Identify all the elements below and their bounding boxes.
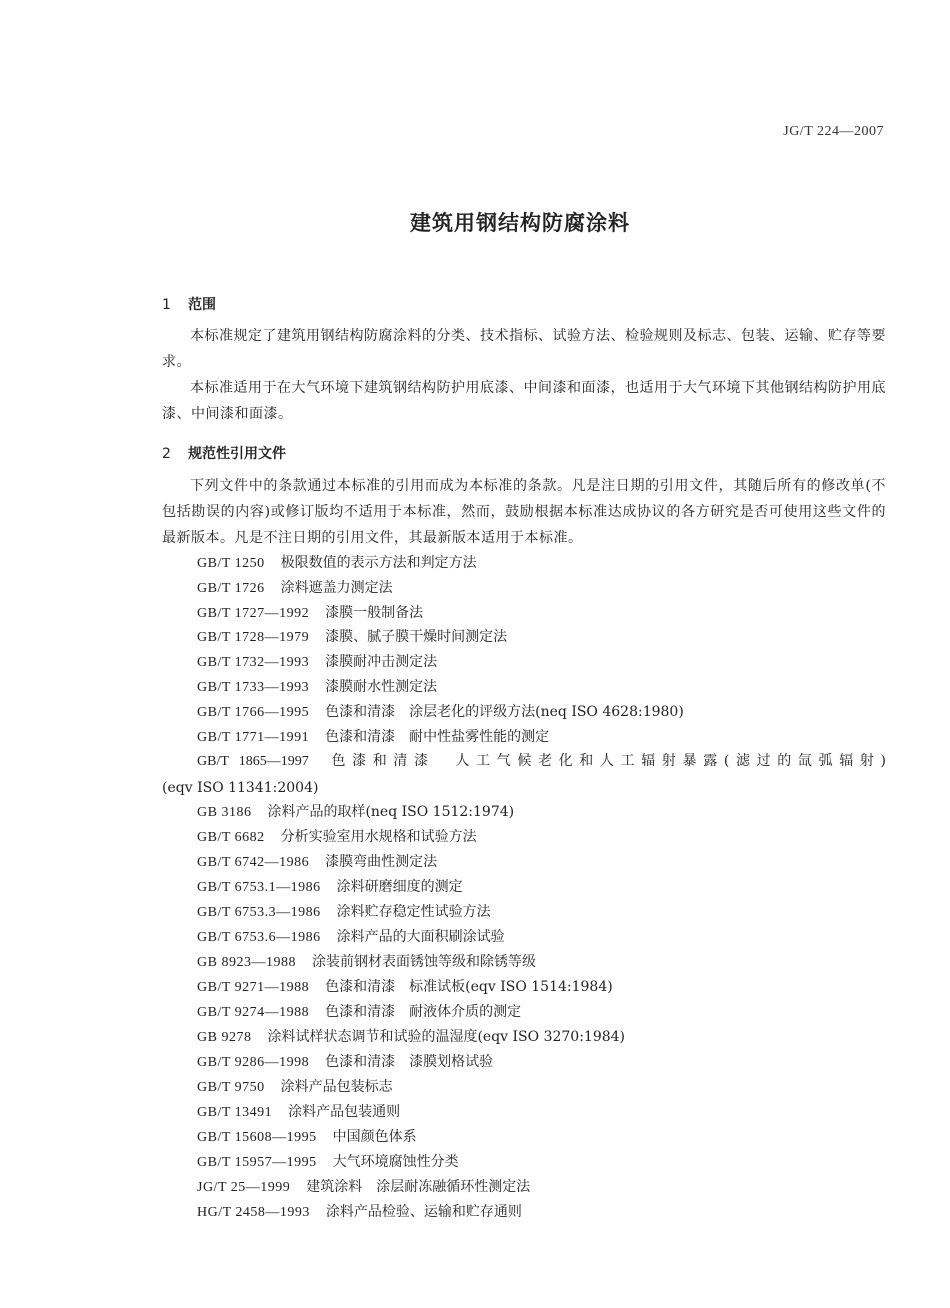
reference-code: GB/T 6753.3—1986 <box>197 905 321 920</box>
reference-title: 大气环境腐蚀性分类 <box>332 1154 459 1170</box>
reference-title: 涂料贮存稳定性试验方法 <box>336 904 491 920</box>
reference-title: 色漆和清漆 人工气候老化和人工辐射暴露(滤过的氙弧辐射) <box>324 753 886 769</box>
section-number: 1 <box>162 297 171 313</box>
reference-item <box>197 725 549 749</box>
standard-code: JG/T 224—2007 <box>783 124 884 139</box>
section-1-heading <box>162 294 216 314</box>
reference-item <box>197 950 536 974</box>
reference-continuation: (eqv ISO 11341:2004) <box>162 780 319 796</box>
reference-title: 涂料遮盖力测定法 <box>280 580 393 596</box>
reference-code: GB/T 1732—1993 <box>197 655 310 670</box>
reference-item <box>197 1025 625 1049</box>
reference-item <box>197 625 507 649</box>
reference-code: GB/T 1865—1997 <box>197 754 309 769</box>
reference-item <box>197 700 684 724</box>
document-title: 建筑用钢结构防腐涂料 <box>410 211 630 235</box>
reference-code: HG/T 2458—1993 <box>197 1205 310 1220</box>
reference-code: GB 3186 <box>197 805 252 820</box>
reference-code: GB/T 9750 <box>197 1080 265 1095</box>
reference-title: 涂料产品检验、运输和贮存通则 <box>325 1204 522 1220</box>
reference-title: 中国颜色体系 <box>332 1129 417 1145</box>
reference-item <box>197 1100 400 1124</box>
reference-code: GB/T 6753.1—1986 <box>197 880 321 895</box>
reference-title: 涂装前钢材表面锈蚀等级和除锈等级 <box>311 954 536 970</box>
reference-item <box>197 1175 530 1199</box>
reference-item <box>197 1000 521 1024</box>
reference-code: GB/T 1726 <box>197 581 265 596</box>
reference-item <box>197 1125 417 1149</box>
reference-item <box>197 1075 393 1099</box>
reference-item <box>197 825 477 849</box>
reference-item <box>197 576 393 600</box>
reference-line <box>162 748 886 775</box>
section-2-intro: 下列文件中的条款通过本标准的引用而成为本标准的条款。凡是注日期的引用文件，其随后所有的修改单(不包括勘误的内容)或修订版均不适用于本标准，然而，鼓励根据本标准达成协议的各方研究是否可使用这些文件的最新版本。凡是不注日期的引用文件，其最新版本适用于本标准。 <box>162 478 886 546</box>
reference-code: GB 9278 <box>197 1030 252 1045</box>
reference-code: GB/T 9271—1988 <box>197 980 310 995</box>
reference-code: JG/T 25—1999 <box>197 1180 291 1195</box>
reference-title: 色漆和清漆 涂层老化的评级方法(neq ISO 4628:1980) <box>325 704 684 720</box>
reference-code: GB/T 1728—1979 <box>197 630 310 645</box>
reference-title: 涂料产品的取样(neq ISO 1512:1974) <box>267 804 515 820</box>
section-title: 规范性引用文件 <box>188 446 286 462</box>
reference-code: GB/T 15957—1995 <box>197 1155 317 1170</box>
section-number: 2 <box>162 446 171 462</box>
reference-code: GB/T 1771—1991 <box>197 730 310 745</box>
reference-code: GB/T 1250 <box>197 556 265 571</box>
reference-item <box>197 601 423 625</box>
reference-title: 漆膜一般制备法 <box>325 605 424 621</box>
reference-title: 涂料产品的大面积刷涂试验 <box>336 929 505 945</box>
reference-title: 色漆和清漆 耐中性盐雾性能的测定 <box>325 729 550 745</box>
reference-item <box>197 675 437 699</box>
reference-item-wrapped <box>162 748 886 801</box>
reference-code: GB/T 13491 <box>197 1105 273 1120</box>
reference-item <box>197 925 505 949</box>
reference-title: 建筑涂料 涂层耐冻融循环性测定法 <box>306 1179 531 1195</box>
reference-code: GB 8923—1988 <box>197 955 296 970</box>
reference-item <box>197 850 437 874</box>
section-1-paragraph-2: 本标准适用于在大气环境下建筑钢结构防护用底漆、中间漆和面漆，也适用于大气环境下其他钢结构防护用底漆、中间漆和面漆。 <box>162 380 886 422</box>
reference-code: GB/T 6742—1986 <box>197 855 310 870</box>
section-1-paragraph-1: 本标准规定了建筑用钢结构防腐涂料的分类、技术指标、试验方法、检验规则及标志、包装、运输、贮存等要求。 <box>162 328 886 370</box>
reference-item <box>197 975 613 999</box>
reference-title: 色漆和清漆 漆膜划格试验 <box>325 1054 494 1070</box>
reference-item <box>197 900 491 924</box>
reference-code: GB/T 9286—1998 <box>197 1055 310 1070</box>
reference-code: GB/T 1766—1995 <box>197 705 310 720</box>
reference-item <box>197 1200 522 1224</box>
reference-title: 极限数值的表示方法和判定方法 <box>280 555 477 571</box>
section-2-heading <box>162 443 286 463</box>
reference-code: GB/T 9274—1988 <box>197 1005 310 1020</box>
reference-title: 分析实验室用水规格和试验方法 <box>280 829 477 845</box>
reference-code: GB/T 1727—1992 <box>197 606 310 621</box>
reference-code: GB/T 6682 <box>197 830 265 845</box>
reference-item <box>197 1150 459 1174</box>
reference-title: 涂料研磨细度的测定 <box>336 879 463 895</box>
reference-title: 色漆和清漆 标准试板(eqv ISO 1514:1984) <box>325 979 613 995</box>
reference-title: 色漆和清漆 耐液体介质的测定 <box>325 1004 522 1020</box>
reference-title: 漆膜耐冲击测定法 <box>325 654 438 670</box>
reference-title: 漆膜、腻子膜干燥时间测定法 <box>325 629 508 645</box>
reference-item <box>197 875 463 899</box>
reference-title: 涂料产品包装标志 <box>280 1079 393 1095</box>
reference-item <box>197 800 514 824</box>
reference-item <box>197 551 477 575</box>
reference-code: GB/T 1733—1993 <box>197 680 310 695</box>
reference-title: 涂料产品包装通则 <box>288 1104 401 1120</box>
reference-code: GB/T 6753.6—1986 <box>197 930 321 945</box>
reference-title: 漆膜耐水性测定法 <box>325 679 438 695</box>
reference-title: 涂料试样状态调节和试验的温湿度(eqv ISO 3270:1984) <box>267 1029 626 1045</box>
reference-code: GB/T 15608—1995 <box>197 1130 317 1145</box>
section-title: 范围 <box>188 297 216 313</box>
reference-item <box>197 1050 493 1074</box>
reference-item <box>197 650 437 674</box>
reference-title: 漆膜弯曲性测定法 <box>325 854 438 870</box>
